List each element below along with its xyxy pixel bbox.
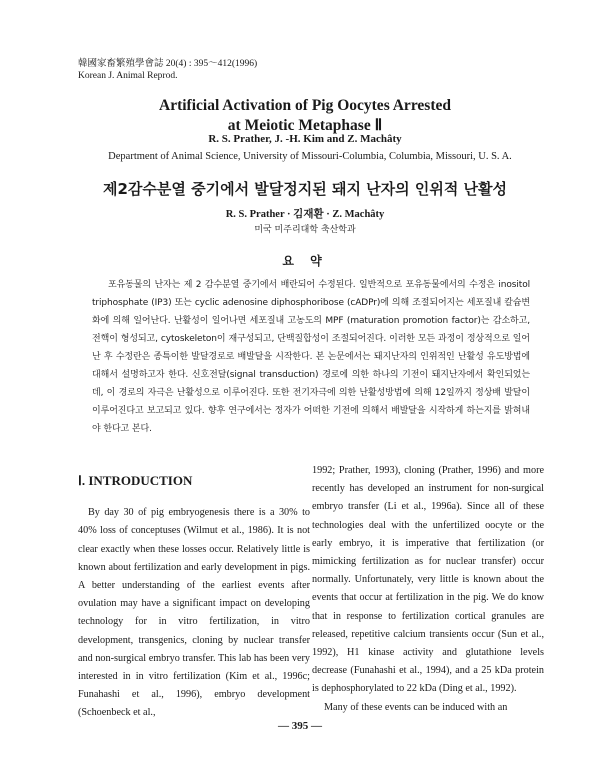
right-column — [312, 462, 544, 717]
authors-english: R. S. Prather, J. -H. Kim and Z. Machâty — [208, 133, 402, 145]
paper-title-line-1: Artificial Activation of Pig Oocytes Arrested — [159, 97, 451, 114]
journal-citation-korean: 韓國家畜繁殖學會誌 20(4) : 395～412(1996) — [78, 59, 258, 69]
abstract-heading: 요 약 — [282, 254, 328, 268]
section-heading-introduction: Ⅰ. INTRODUCTION — [78, 473, 193, 488]
paper-title — [60, 96, 550, 136]
authors-korean: R. S. Prather · 김재환 · Z. Machâty — [225, 209, 385, 220]
department-korean: 미국 미주리대학 축산학과 — [254, 225, 356, 235]
page-number: — 395 — — [278, 720, 322, 732]
left-column — [78, 462, 310, 723]
journal-citation — [78, 58, 257, 82]
introduction-paragraph-right: 1992; Prather, 1993), cloning (Prather, 1996) and more recently has developed an instrument for non-surgical embryo transfer (Li et al., 1996a). Since all of these technologies deal with the unfertilized oocyte or the early embryo, it is imperative that fertilization (or mimicking fertilization as for nuclear transfer) occur normally. Unfortunately, very little is known about the events that occur at fertilization in the pig. We do know that in response to fertilization cortical granules are released, repetitive calcium transients occur (Sun et al., 1992), H1 kinase activity and glutathione levels decrease (Funahashi et al., 1994), and a 25 kDa protein is dephosphorylated to 22 kDa (Ding et al., 1992). — [312, 465, 544, 695]
abstract-text: 포유동물의 난자는 제 2 감수분열 중기에서 배란되어 수정된다. 일반적으로 포유동물에서의 수정은 inositol triphosphate (IP3) 또는 cyclic adenosine diphosphoribose (cADPr)에 의해 조절되어지는 세포질내 칼슘변화에 의해 일어난다. 난활성이 일어나면 세포질내 고농도의 MPF (maturation promotion factor)는 감소하고, 전핵이 형성되고, cytoskeleton이 재구성되고, 단백질합성이 조절되어진다. 이러한 모든 과정이 정상적으로 일어난 후 수정란은 종특이한 발달경로로 배발달을 시작한다. 본 논문에서는 돼지난자의 인위적인 난활성 유도방법에 대해서 설명하고자 한다. 신호전달(signal transduction) 경로에 의한 하나의 기전이 돼지난자에서 확인되었는데, 이 경로의 자극은 난활성으로 이루어진다. 또한 전기자극에 의한 난활성방법에 의해 12일까지 정상배 발달이 이루어진다고 보고되고 있다. 향후 연구에서는 정자가 어떠한 기전에 의해서 배발달을 시작하게 하는지를 밝혀내야 한다고 본다. — [92, 280, 530, 434]
paper-title-korean: 제2감수분열 중기에서 발달정지된 돼지 난자의 인위적 난활성 — [102, 180, 508, 198]
journal-citation-english: Korean J. Animal Reprod. — [78, 71, 178, 81]
department-english: Department of Animal Science, University of Missouri-Columbia, Columbia, Missouri, U. S. A. — [108, 151, 512, 162]
introduction-paragraph-right-continued: Many of these events can be induced with an — [324, 701, 508, 713]
paper-title-line-2: at Meiotic Metaphase Ⅱ — [227, 117, 383, 134]
introduction-paragraph-left: By day 30 of pig embryogenesis there is a 30% to 40% loss of conceptuses (Wilmut et al., 1986). It is not clear exactly when these losses occur. Relatively little is known about fertilization and early development in pigs. A better understanding of the earliest events after ovulation may have a significant impact on developing technology for in vitro fertilization, in vitro development, transgenics, cloning by nuclear transfer and non-surgical embryo transfer. This lab has been very interested in in vitro fertilization (Kim et al., 1996c; Funahashi et al., 1996), embryo development (Schoenbeck et al., — [78, 507, 310, 719]
